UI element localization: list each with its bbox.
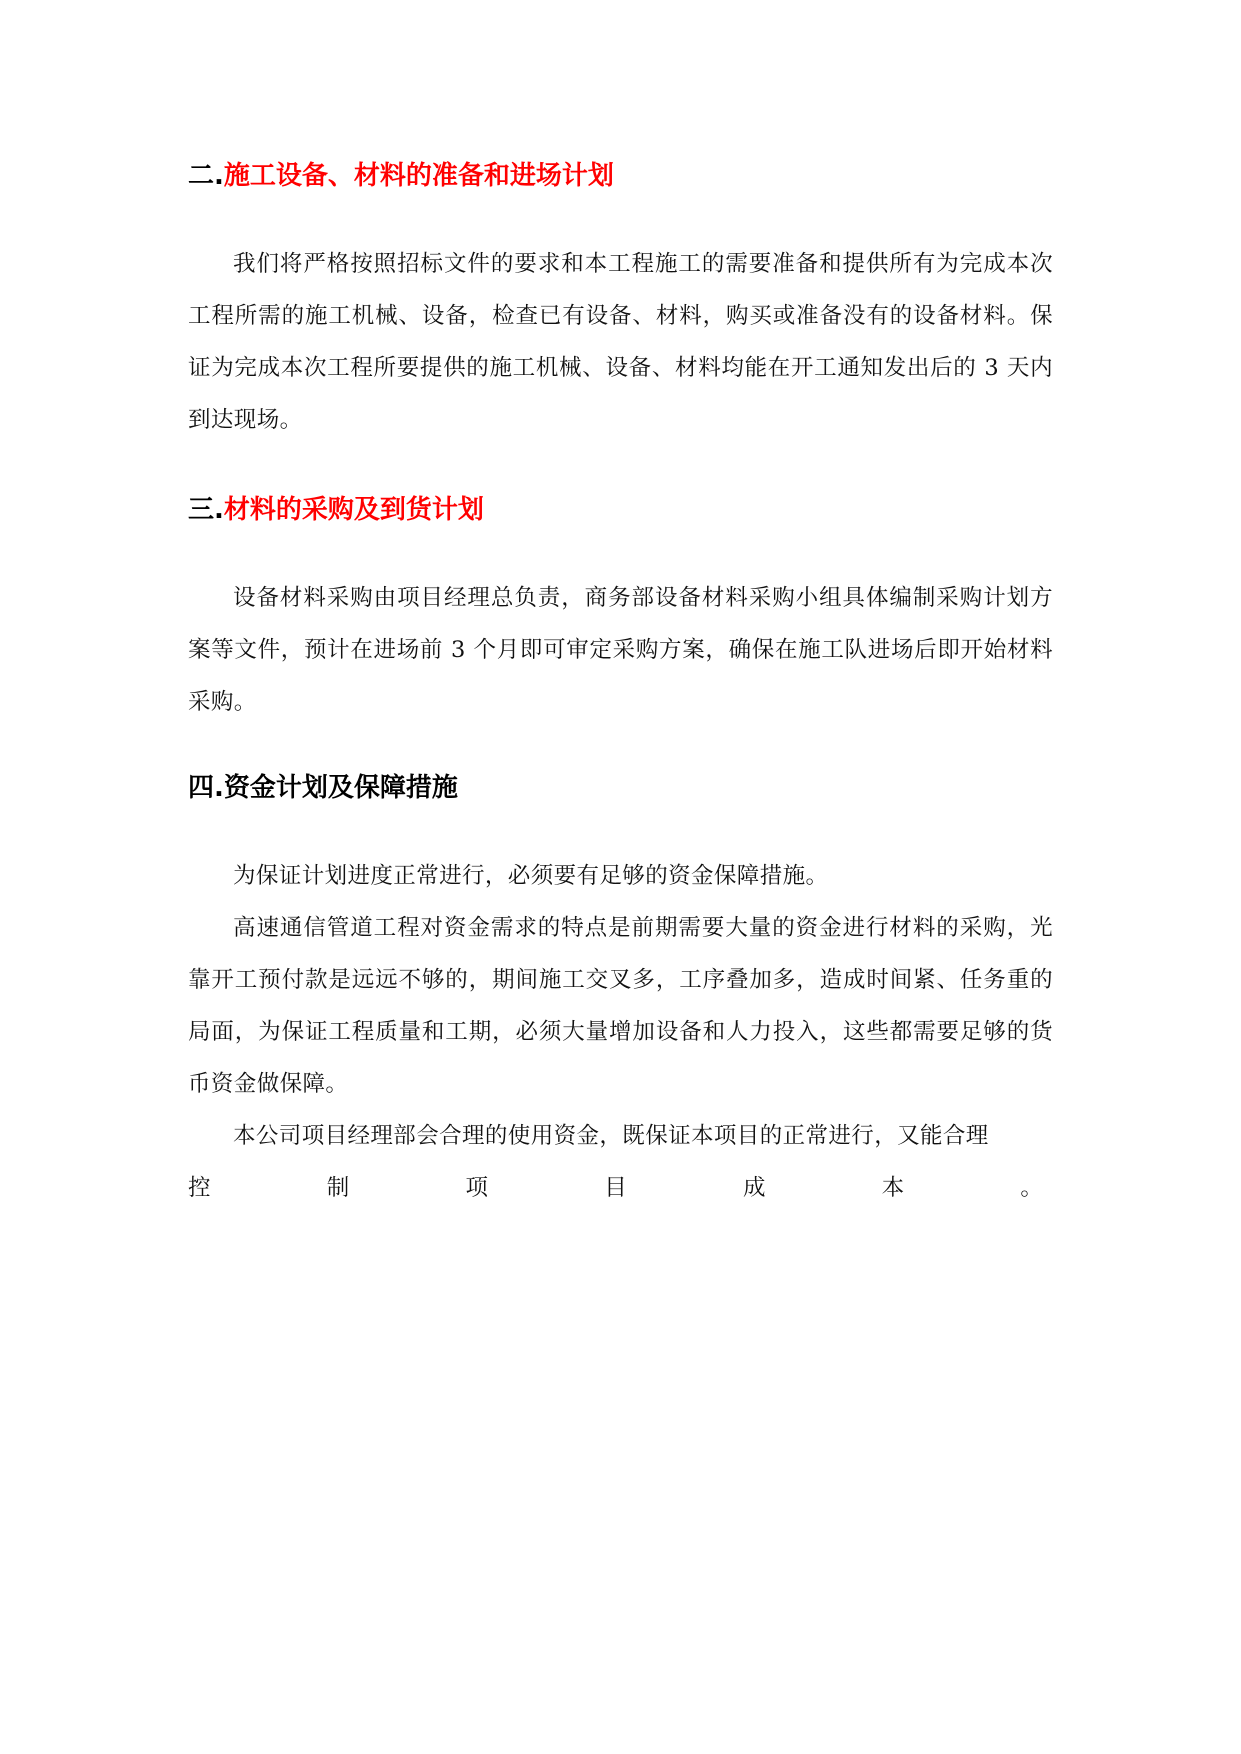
- body-paragraph: 我们将严格按照招标文件的要求和本工程施工的需要准备和提供所有为完成本次工程所需的施工机械、设备，检查已有设备、材料，购买或准备没有的设备材料。保证为完成本次工程所要提供的施工机械、设备、材料均能在开工通知发出后的 3 天内到达现场。: [188, 251, 1053, 433]
- last-line-char: 目: [604, 1175, 627, 1201]
- section-number: 三.: [188, 495, 224, 525]
- justified-last-line: [188, 1162, 1053, 1214]
- section-number: 二.: [188, 161, 224, 191]
- last-line-char: 。: [1020, 1175, 1043, 1201]
- section-title: 施工设备、材料的准备和进场计划: [223, 161, 614, 191]
- section-title: 资金计划及保障措施: [223, 773, 458, 803]
- last-line-char: 制: [326, 1175, 350, 1201]
- document-content: [188, 158, 1053, 1214]
- body-paragraph: 高速通信管道工程对资金需求的特点是前期需要大量的资金进行材料的采购，光靠开工预付款是远远不够的，期间施工交叉多，工序叠加多，造成时间紧、任务重的局面，为保证工程质量和工期，必须大量增加设备和人力投入，这些都需要足够的货币资金做保障。: [188, 915, 1053, 1097]
- section-number: 四.: [188, 773, 224, 803]
- last-line-char: 本: [881, 1175, 905, 1201]
- last-line-char: 成: [742, 1175, 766, 1201]
- last-line-char: 项: [465, 1175, 488, 1201]
- body-paragraph: 本公司项目经理部会合理的使用资金，既保证本项目的正常进行，又能合理: [233, 1123, 989, 1149]
- body-paragraph: 为保证计划进度正常进行，必须要有足够的资金保障措施。: [233, 863, 829, 889]
- section-heading-4: [188, 770, 1053, 806]
- body-paragraph: 设备材料采购由项目经理总负责，商务部设备材料采购小组具体编制采购计划方案等文件，预计在进场前 3 个月即可审定采购方案，确保在施工队进场后即开始材料采购。: [188, 585, 1053, 715]
- section-title: 材料的采购及到货计划: [223, 495, 484, 525]
- section-heading-3: [188, 492, 1053, 528]
- section-heading-2: [188, 158, 1053, 194]
- last-line-char: 控: [188, 1175, 211, 1201]
